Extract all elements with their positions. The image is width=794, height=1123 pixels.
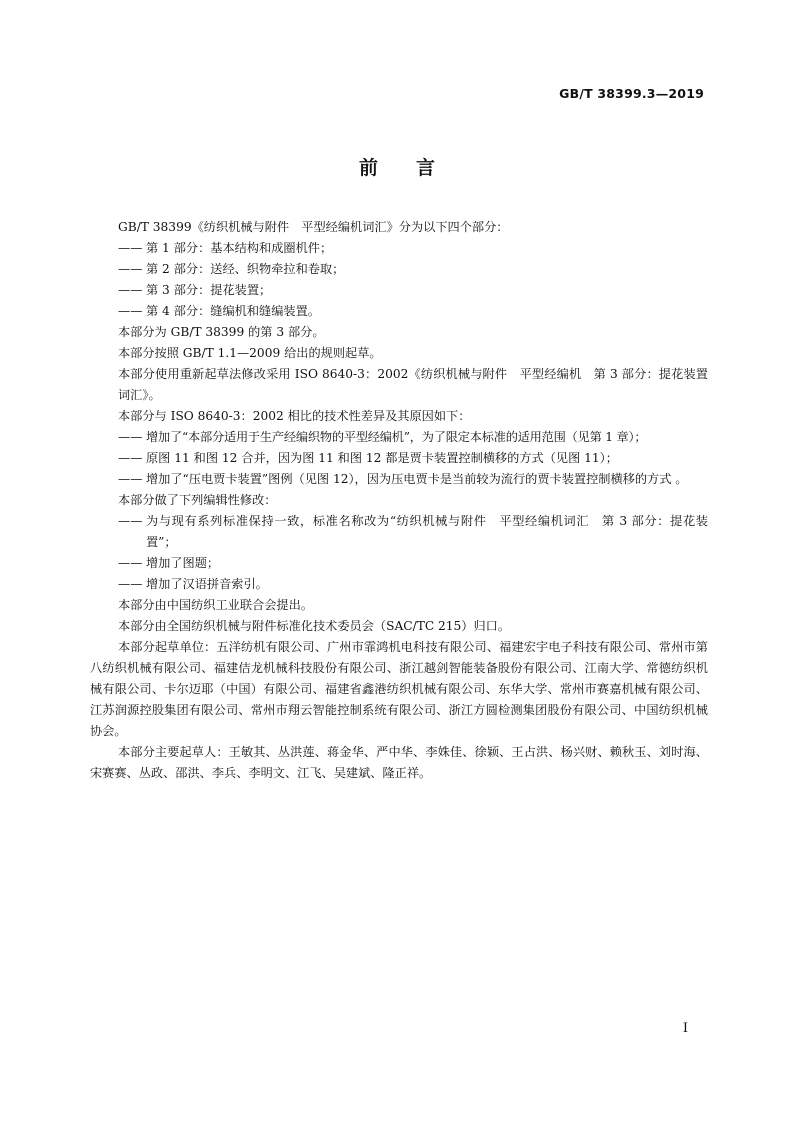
list-item-text: 增加了“压电贾卡装置”图例（见图 12），因为压电贾卡是当前较为流行的贾卡装置控制横移的方式 。 [146, 472, 688, 486]
paragraph-drafting-rules: 本部分按照 GB/T 1.1—2009 给出的规则起草。 [118, 346, 382, 360]
dash-mark: —— [118, 430, 143, 444]
list-item-tech-diff-1 [118, 427, 708, 448]
dash-mark: —— [118, 472, 143, 486]
page-number: I [682, 1021, 688, 1036]
dash-mark: —— [118, 577, 143, 591]
dash-mark: —— [118, 514, 143, 528]
list-item-text: 增加了“本部分适用于生产经编织物的平型经编机”，为了限定本标准的适用范围（见第 1 章）； [146, 430, 647, 444]
paragraph-text: 本部分使用重新起草法修改采用 ISO 8640-3：2002《纺织机械与附件 平型经编机 第 3 部分：提花装置词汇》。 [118, 367, 708, 402]
list-item-editorial-2 [118, 553, 708, 574]
paragraph-tech-diff-intro: 本部分与 ISO 8640-3：2002 相比的技术性差异及其原因如下： [118, 409, 471, 423]
list-item-text: 为与现有系列标准保持一致，标准名称改为“纺织机械与附件 平型经编机词汇 第 3 部分：提花装置”； [146, 514, 708, 549]
list-item-text: 原图 11 和图 12 合并，因为图 11 和图 12 都是贾卡装置控制横移的方式（见图 11）； [146, 451, 618, 465]
dash-mark: —— [118, 304, 143, 318]
list-item-tech-diff-2 [118, 448, 708, 469]
paragraph-parts-intro: GB/T 38399《纺织机械与附件 平型经编机词汇》分为以下四个部分： [118, 220, 509, 234]
dash-mark: —— [118, 262, 143, 276]
paragraph-part-statement: 本部分为 GB/T 38399 的第 3 部分。 [118, 325, 325, 339]
list-item-part-4 [118, 301, 708, 322]
dash-mark: —— [118, 283, 143, 297]
list-item-text: 第 4 部分：缝编机和缝编装置。 [146, 304, 320, 318]
dash-mark: —— [118, 241, 143, 255]
paragraph-drafting-units: 本部分起草单位：五洋纺机有限公司、广州市霏鸿机电科技有限公司、福建宏宇电子科技有限公司、常州市第八纺织机械有限公司、福建佶龙机械科技股份有限公司、浙江越剑智能装备股份有限公司、江南大学、常德纺织机械有限公司、卡尔迈耶（中国）有限公司、福建省鑫港纺织机械有限公司、东华大学、常州市赛嘉机械有限公司、江苏润源控股集团有限公司、常州市翔云智能控制系统有限公司、浙江方圆检测集团股份有限公司、中国纺织机械协会。 [90, 640, 708, 738]
list-item-tech-diff-3 [118, 469, 708, 490]
list-item-text: 第 1 部分：基本结构和成圈机件； [146, 241, 333, 255]
paragraph-drafters: 本部分主要起草人：王敏其、丛洪莲、蒋金华、严中华、李姝佳、徐颖、王占洪、杨兴财、赖秋玉、刘时海、宋赛赛、丛政、邵洪、李兵、李明文、江飞、吴建斌、隆正祥。 [90, 745, 708, 780]
list-item-text: 第 3 部分：提花装置； [146, 283, 272, 297]
paragraph-committee: 本部分由全国纺织机械与附件标准化技术委员会（SAC/TC 215）归口。 [118, 619, 511, 633]
list-item-part-1 [118, 238, 708, 259]
list-item-text: 第 2 部分：送经、织物牵拉和卷取； [146, 262, 345, 276]
paragraph-proposer: 本部分由中国纺织工业联合会提出。 [118, 598, 313, 612]
list-item-text: 增加了图题； [146, 556, 220, 570]
paragraph-iso-adoption [118, 364, 708, 406]
list-item-part-2 [118, 259, 708, 280]
list-item-editorial-3 [118, 574, 708, 595]
standard-number: GB/T 38399.3—2019 [559, 86, 704, 101]
dash-mark: —— [118, 556, 143, 570]
dash-mark: —— [118, 451, 143, 465]
document-body [90, 217, 708, 784]
page-title: 前言 [358, 157, 473, 179]
list-item-text: 增加了汉语拼音索引。 [146, 577, 268, 591]
list-item-editorial-1 [118, 511, 708, 553]
paragraph-editorial-intro: 本部分做了下列编辑性修改： [118, 493, 277, 507]
list-item-part-3 [118, 280, 708, 301]
